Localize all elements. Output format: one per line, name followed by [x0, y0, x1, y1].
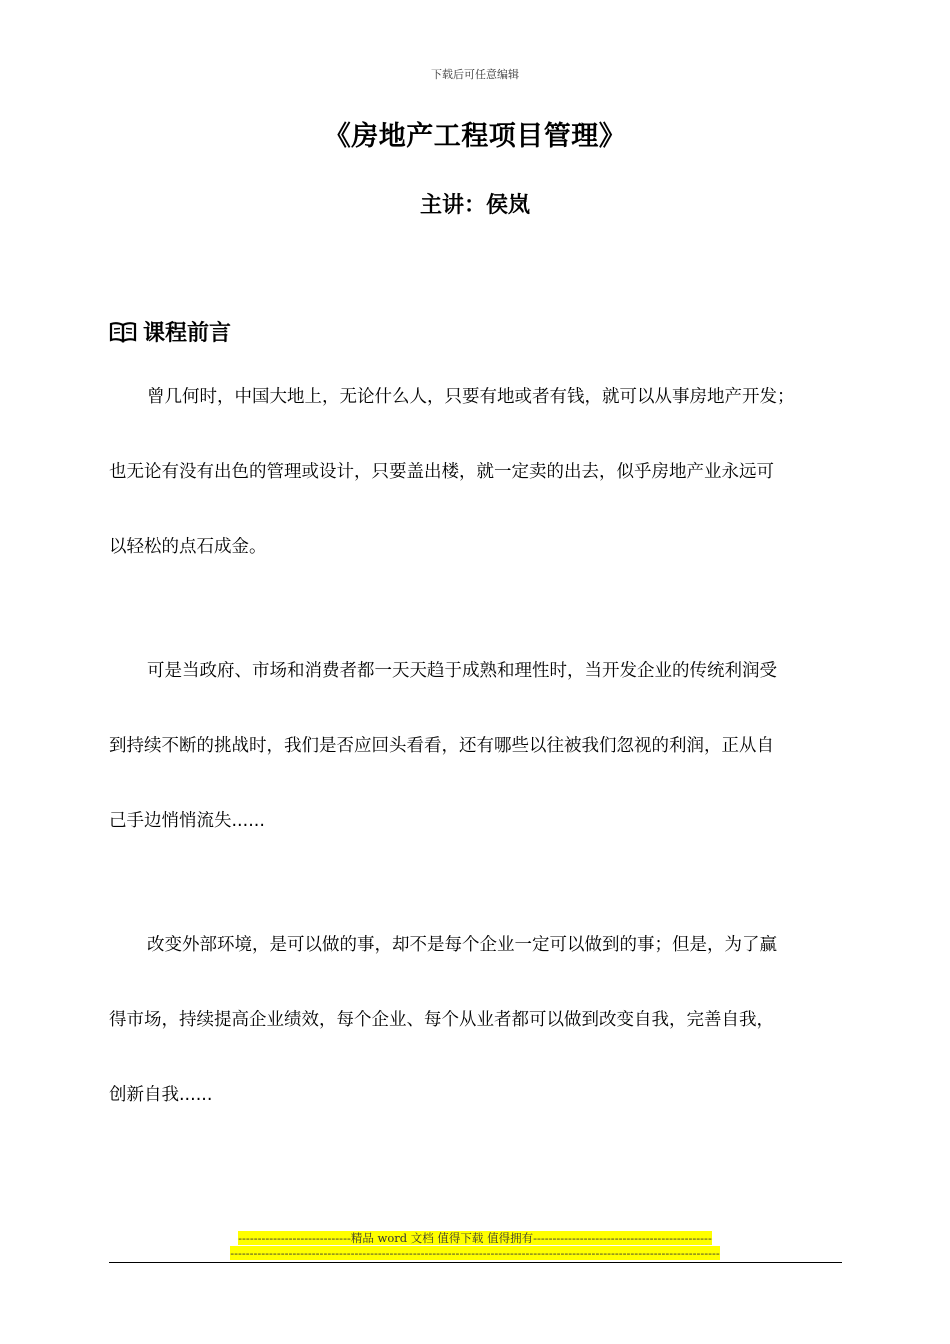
paragraph-1: [109, 387, 854, 612]
document-title: 《房地产工程项目管理》: [323, 121, 627, 152]
paragraph-line: 创新自我......: [109, 1085, 213, 1105]
paragraph-line: 曾几何时，中国大地上，无论什么人，只要有地或者有钱，就可以从事房地产开发；: [147, 387, 795, 407]
paragraph-3: [109, 935, 854, 1160]
footer-banner-text: -----------------------------精品 word 文档 值得下载 值得拥有----------------------------------------------: [238, 1231, 712, 1245]
book-icon: [109, 321, 137, 343]
paragraph-line: 也无论有没有出色的管理或设计，只要盖出楼，就一定卖的出去，似乎房地产业永远可: [109, 462, 774, 482]
footer-rule: [109, 1262, 842, 1263]
paragraph-line: 可是当政府、市场和消费者都一天天趋于成熟和理性时，当开发企业的传统利润受: [147, 661, 777, 681]
paragraph-line: 得市场，持续提高企业绩效，每个企业、每个从业者都可以做到改变自我，完善自我，: [109, 1010, 774, 1030]
footer-banner-line1: [0, 1230, 950, 1246]
paragraph-2: [109, 661, 854, 886]
section-heading-text: 课程前言: [143, 321, 232, 346]
section-heading: [109, 316, 231, 347]
footer-banner-line2: [0, 1246, 950, 1260]
paragraph-line: 改变外部环境，是可以做的事，却不是每个企业一定可以做到的事；但是，为了赢: [147, 935, 777, 955]
paragraph-line: 到持续不断的挑战时，我们是否应回头看看，还有哪些以往被我们忽视的利润，正从自: [109, 736, 774, 756]
paragraph-line: 以轻松的点石成金。: [109, 537, 267, 557]
footer-banner-dashes: ------------------------------------------------------------------------------------------------------------------------------: [230, 1246, 720, 1260]
paragraph-line: 己手边悄悄流失......: [109, 811, 265, 831]
speaker-line: 主讲：侯岚: [419, 193, 530, 218]
header-note: 下载后可任意编辑: [431, 68, 519, 81]
